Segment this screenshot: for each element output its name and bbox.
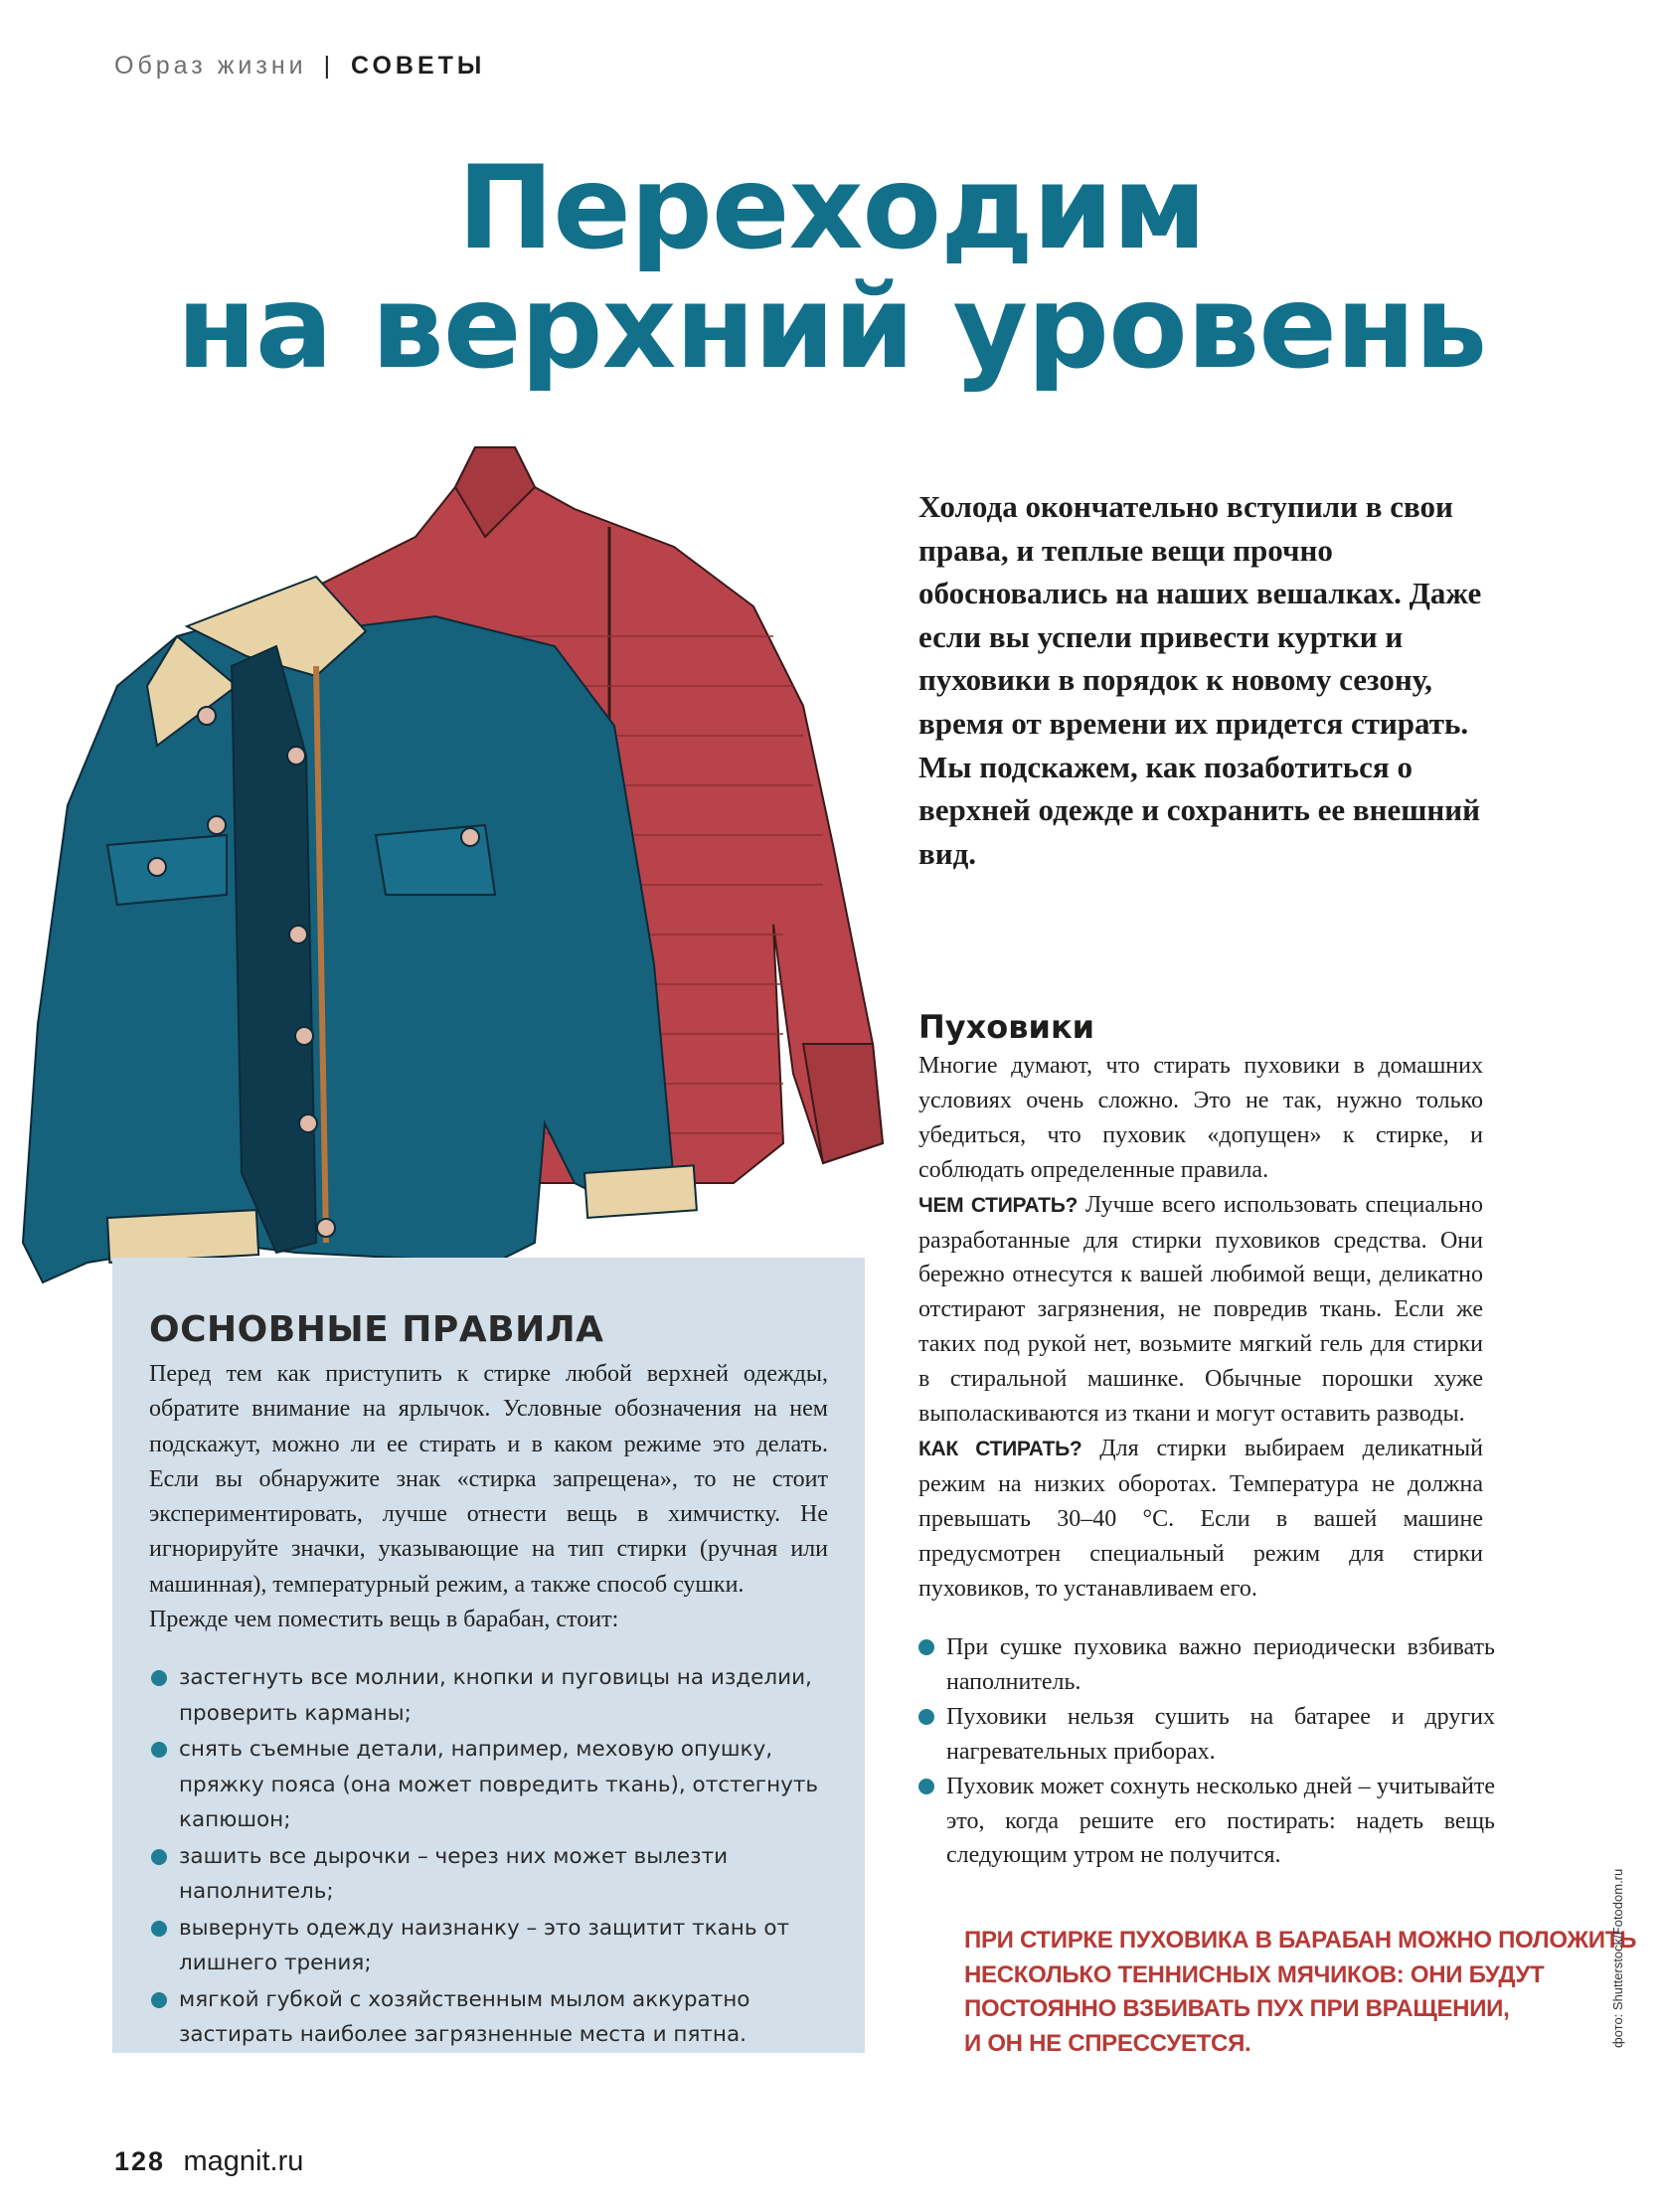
section-name: Образ жизни bbox=[114, 52, 307, 80]
puffers-intro: Многие думают, что стирать пуховики в домашних условиях очень сложно. Это не так, нужно только убедиться, что пуховик «допущен» к стирке, и соблюдать определенные правила. bbox=[918, 1053, 1483, 1183]
section-separator: | bbox=[323, 52, 335, 80]
question-label: КАК СТИРАТЬ? bbox=[918, 1437, 1082, 1460]
puffers-list-item: При сушке пуховика важно периодически взбивать наполнитель. bbox=[918, 1630, 1495, 1700]
bullet-icon bbox=[151, 1849, 167, 1865]
puffers-how-with: ЧЕМ СТИРАТЬ? Лучше всего использовать специально разработанные для стирки пуховиков средства. Они бережно отнесутся к вашей любимой вещи, деликатно отстирают загрязнения, не повредив ткань. Если же таких под рукой нет, возьмите мягкий гель для стирки в стиральной машинке. Обычные порошки хуже выполаскиваются из ткани и могут оставить разводы. bbox=[918, 1191, 1483, 1428]
page-number: 128 bbox=[114, 2146, 166, 2176]
bullet-icon bbox=[151, 1921, 167, 1937]
subsection-name: СОВЕТЫ bbox=[351, 52, 486, 80]
puffers-text bbox=[918, 1049, 1483, 1607]
site-link[interactable]: magnit.ru bbox=[183, 2145, 304, 2177]
rules-list-item: снять съемные детали, например, меховую опушку, пряжку пояса (она может повредить ткань), отстегнуть капюшон; bbox=[149, 1732, 845, 1838]
jackets-illustration bbox=[18, 427, 913, 1302]
rules-list bbox=[149, 1660, 845, 2054]
page-footer bbox=[114, 2145, 303, 2178]
bullet-icon bbox=[918, 1709, 934, 1725]
puffers-how-to: КАК СТИРАТЬ? Для стирки выбираем деликатный режим на низких оборотах. Температура не должна превышать 30–40 °С. Если в вашей машине предусмотрен специальный режим для стирки пуховиков, то устанавливаем его. bbox=[918, 1435, 1483, 1602]
section-header bbox=[114, 52, 485, 81]
rules-paragraph-1: Перед тем как приступить к стирке любой верхней одежды, обратите внимание на ярлычок. Условные обозначения на нем подскажут, можно ли ее стирать и в каком режиме это делать. Если вы обнаружите знак «стирка запрещена», то не стоит экспериментировать, лучше отнести вещь в химчистку. Не игнорируйте значки, указывающие на тип стирки (ручная или машинная), температурный режим, а также способ сушки. bbox=[149, 1361, 828, 1598]
article-title bbox=[0, 141, 1663, 395]
rules-list-item: застегнуть все молнии, кнопки и пуговицы на изделии, проверить карманы; bbox=[149, 1660, 845, 1731]
tip-callout: ПРИ СТИРКЕ ПУХОВИКА В БАРАБАН МОЖНО ПОЛОЖИТЬ НЕСКОЛЬКО ТЕННИСНЫХ МЯЧИКОВ: ОНИ БУДУТ ПОСТОЯННО ВЗБИВАТЬ ПУХ ПРИ ВРАЩЕНИИ, И ОН НЕ СПРЕССУЕТСЯ. bbox=[964, 1927, 1637, 2057]
bullet-icon bbox=[151, 1670, 167, 1686]
title-line-1: Переходим bbox=[457, 141, 1206, 275]
bullet-icon bbox=[151, 1992, 167, 2008]
bullet-icon bbox=[918, 1639, 934, 1655]
bullet-icon bbox=[151, 1742, 167, 1758]
rules-text bbox=[149, 1357, 828, 1637]
puffers-title: Пуховики bbox=[918, 1008, 1095, 1046]
puffers-list-item: Пуховик может сохнуть несколько дней – учитывайте это, когда решите его постирать: надеть вещь следующим утром не получится. bbox=[918, 1770, 1495, 1874]
question-label: ЧЕМ СТИРАТЬ? bbox=[918, 1193, 1079, 1217]
puffers-list bbox=[918, 1630, 1495, 1873]
photo-credit: фото: Shutterstock/Fotodom.ru bbox=[1610, 1868, 1625, 2048]
rules-title: ОСНОВНЫЕ ПРАВИЛА bbox=[149, 1309, 604, 1350]
rules-paragraph-2: Прежде чем поместить вещь в барабан, стоит: bbox=[149, 1607, 619, 1633]
rules-list-item: вывернуть одежду наизнанку – это защитит ткань от лишнего трения; bbox=[149, 1911, 845, 1981]
bullet-icon bbox=[918, 1779, 934, 1794]
title-line-2: на верхний уровень bbox=[176, 260, 1487, 395]
puffers-list-item: Пуховики нельзя сушить на батарее и других нагревательных приборах. bbox=[918, 1700, 1495, 1770]
lead-paragraph: Холода окончательно вступили в свои права, и теплые вещи прочно обосновались на наших вешалках. Даже если вы успели привести куртки и пуховики в порядок к новому сезону, время от времени их придется стирать. Мы подскажем, как позаботиться о верхней одежде и сохранить ее внешний вид. bbox=[918, 489, 1482, 871]
rules-list-item: мягкой губкой с хозяйственным мылом аккуратно застирать наиболее загрязненные места и пятна. bbox=[149, 1982, 845, 2053]
rules-list-item: зашить все дырочки – через них может вылезти наполнитель; bbox=[149, 1839, 845, 1910]
